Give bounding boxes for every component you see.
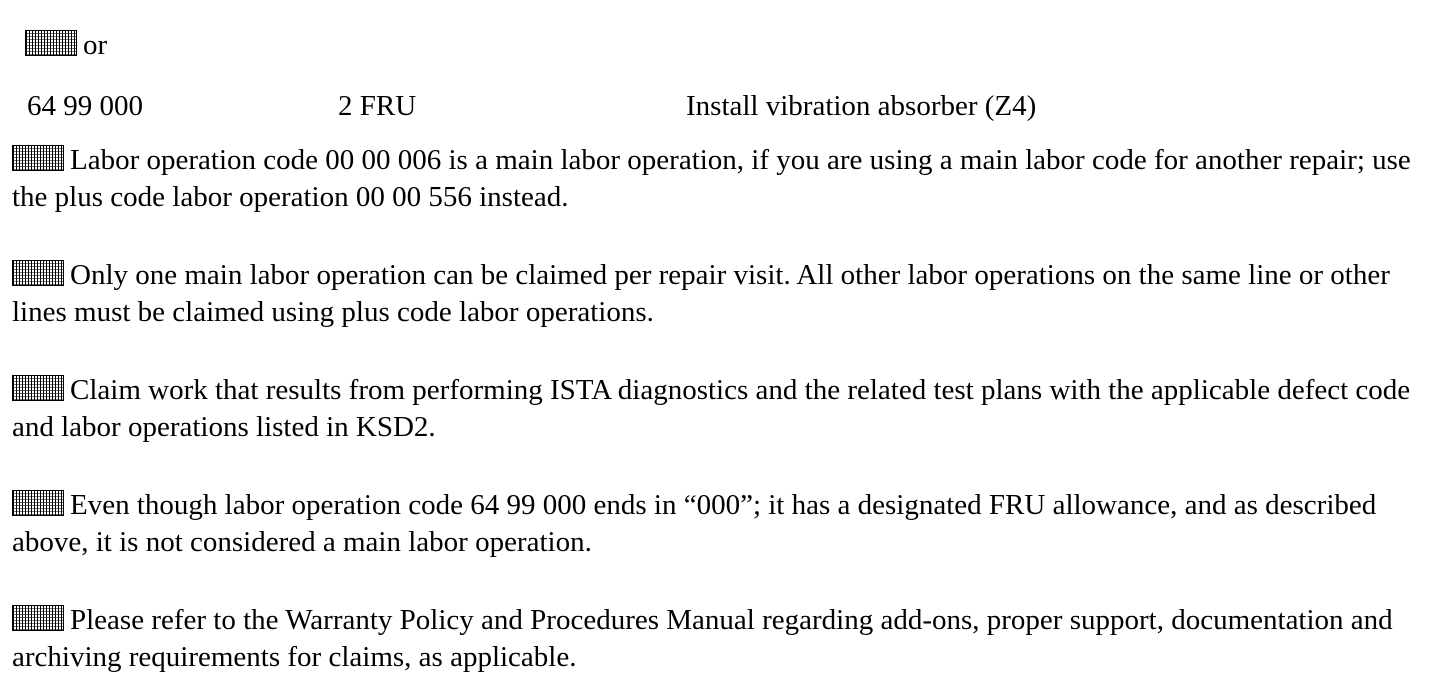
note-ista-diagnostics xyxy=(12,372,1422,446)
labor-operation-allowance: 2 FRU xyxy=(338,90,417,122)
new-marker-icon xyxy=(25,30,77,56)
note-one-main-operation xyxy=(12,257,1422,331)
note-text: Only one main labor operation can be claimed per repair visit. All other labor operations on the same line or other lines must be claimed using plus code labor operations. xyxy=(12,259,1390,328)
new-marker-icon xyxy=(12,605,64,631)
new-marker-icon xyxy=(12,490,64,516)
new-marker-icon xyxy=(12,145,64,171)
labor-operation-code: 64 99 000 xyxy=(27,90,143,122)
or-text: or xyxy=(83,29,108,61)
note-warranty-policy xyxy=(12,602,1422,676)
note-fru-allowance xyxy=(12,487,1422,561)
note-text: Please refer to the Warranty Policy and Procedures Manual regarding add-ons, proper support, documentation and archiving requirements for claims, as applicable. xyxy=(12,604,1393,673)
note-text: Claim work that results from performing ISTA diagnostics and the related test plans with the applicable defect code and labor operations listed in KSD2. xyxy=(12,374,1411,443)
note-main-labor-code xyxy=(12,142,1422,216)
note-text: Even though labor operation code 64 99 000 ends in “000”; it has a designated FRU allowance, and as described above, it is not considered a main labor operation. xyxy=(12,489,1377,558)
or-line xyxy=(25,27,107,64)
new-marker-icon xyxy=(12,260,64,286)
labor-operation-description: Install vibration absorber (Z4) xyxy=(686,90,1037,122)
note-text: Labor operation code 00 00 006 is a main labor operation, if you are using a main labor code for another repair; use the plus code labor operation 00 00 556 instead. xyxy=(12,144,1411,213)
new-marker-icon xyxy=(12,375,64,401)
